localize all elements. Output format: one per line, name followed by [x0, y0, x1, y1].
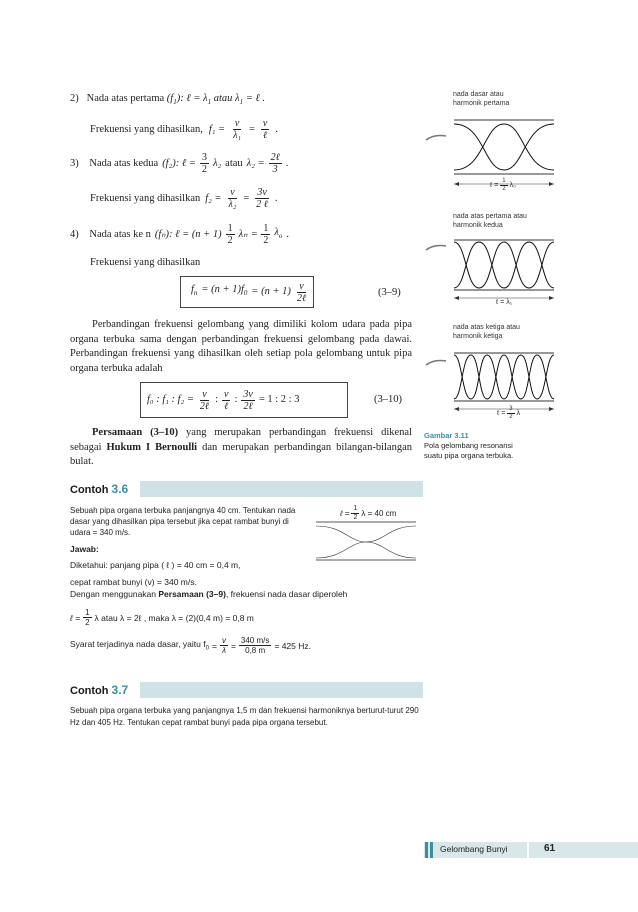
contoh-3-7-question: Sebuah pipa organa terbuka yang panjangnya 1,5 m dan frekuensi harmoniknya berturut-turut 290 Hz dan 405 Hz. Tentukan cepat rambat bunyi pada pipa organa tersebut.: [70, 706, 419, 727]
figure-panel-3-label: ℓ = $\frac{3}{2}$ λ: [497, 406, 521, 420]
arrow-left-icon: [454, 182, 459, 186]
figure-panel-2: [424, 230, 564, 305]
fraction: $\frac{3v}{\text{2 ℓ}}$: [256, 187, 268, 210]
fraction: $\frac{3}{2}$: [201, 152, 207, 175]
contoh-3-6-cepat: cepat rambat bunyi (v) = 340 m/s.: [70, 577, 197, 587]
footer-accent-1: [425, 842, 428, 858]
footer-accent-2: [430, 842, 433, 858]
contoh-3-6-figure-label: ℓ = $\frac{1}{2}$ λ = 40 cm: [340, 505, 397, 521]
pipe-end-left: [426, 136, 446, 141]
contoh-3-6-heading: Contoh 3.6: [70, 482, 129, 496]
pipe-end-left: [426, 361, 446, 366]
page-number: 61: [544, 843, 556, 854]
equation-3-9: $f_n$ = $(n + 1)f_0$ = (n + 1) $\frac{v}{\text{2ℓ}}$: [180, 276, 314, 308]
item-3-line1: 3) Nada atas kedua (f₂): ℓ = $\frac{3}{2}$ λ₂ atau λ₂ = $\frac{\text{2ℓ}}{3}$ .: [70, 152, 289, 175]
contoh-3-6-jawab: Jawab:: [70, 544, 99, 554]
footer-chapter: Gelombang Bunyi: [440, 844, 508, 854]
item-4-line1: 4) Nada atas ke n (fₙ): ℓ = (n + 1) $\frac{1}{2}$ λₙ = $\frac{1}{2}$ $\lambda_o$ .: [70, 223, 289, 246]
fraction: $\frac{v}{\text{λ₁}}$: [233, 118, 241, 141]
fraction: $\frac{\text{2ℓ}}{3}$: [270, 152, 280, 175]
wave-b: [454, 355, 554, 399]
contoh-3-7-heading: Contoh 3.7: [70, 683, 129, 697]
fraction: $\frac{v}{\text{λ₂}}$: [228, 187, 237, 210]
equation-label-3-10: (3–10): [374, 394, 402, 405]
fraction: $\frac{v}{\text{ℓ}}$: [262, 118, 268, 141]
arrow-right-icon: [549, 407, 554, 411]
figure-panel-1-title: nada dasar atau harmonik pertama: [453, 91, 510, 107]
contoh-3-6-diketahui: Diketahui: panjang pipa ( ℓ ) = 40 cm = 0,4 m,: [70, 560, 241, 570]
item-4-freq: Frekuensi yang dihasilkan: [90, 257, 201, 268]
item-text: Nada atas pertama: [86, 93, 165, 104]
figure-panel-2-label: ℓ = λ₁: [496, 299, 513, 306]
wave-lower: [316, 526, 416, 558]
wave-a: [454, 124, 554, 170]
wave-a: [454, 242, 554, 288]
equation-3-10: f₀ : f₁ : f₂ = $\frac{v}{\text{2ℓ}}$ : $\frac{v}{\text{ℓ}}$ : $\frac{3v}{\text{2ℓ}}$ = 1 : 2 : 3: [140, 382, 348, 418]
item-3-freq: Frekuensi yang dihasilkan f₂ = $\frac{v}{\text{λ₂}}$ = $\frac{3v}{\text{2 ℓ}}$ .: [90, 187, 278, 210]
paragraph-bernoulli: Persamaan (3–10) yang merupakan perbandingan frekuensi dikenal sebagai Hukum I Bernoulli dan merupakan perbandingan bilangan-bilangan bulat.: [70, 427, 412, 467]
figure-panel-3: [424, 345, 564, 420]
contoh-3-6-lambda: ℓ = $\frac{1}{2}$ λ atau λ = 2ℓ , maka λ = (2)(0,4 m) = 0,8 m: [70, 608, 254, 627]
item-number: 2): [70, 93, 79, 104]
figure-panel-2-title: nada atas pertama atau harmonik kedua: [453, 213, 527, 229]
figure-panel-3-title: nada atas ketiga atau harmonik ketiga: [453, 324, 520, 340]
arrow-right-icon: [549, 296, 554, 300]
arrow-left-icon: [454, 407, 459, 411]
fraction: $\frac{1}{2}$: [227, 223, 233, 246]
paragraph-perbandingan: Perbandingan frekuensi gelombang yang dimiliki kolom udara pada pipa organa terbuka sama dengan perbandingan frekuensi gelombang pada dawai. Perbandingan frekuensi yang dihasilkan oleh setiap pola gelombang untuk pipa organa terbuka adalah: [70, 319, 412, 374]
wave-b: [454, 242, 554, 288]
figure-panel-1-label: ℓ = $\frac{1}{2}$ λ₀: [490, 178, 517, 192]
arrow-right-icon: [549, 182, 554, 186]
wave-b: [454, 124, 554, 170]
equation-label-3-9: (3–9): [378, 287, 401, 298]
contoh-3-6-dengan: Dengan menggunakan Persamaan (3–9), frekuensi nada dasar diperoleh: [70, 589, 348, 599]
contoh-3-6-question: Sebuah pipa organa terbuka panjangnya 40 cm. Tentukan nada dasar yang dihasilkan pipa tersebut jika cepat rambat bunyi di udara = 340 m/s.: [70, 506, 296, 537]
item-2-freq: Frekuensi yang dihasilkan, f₁ = $\frac{v}{\text{λ₁}}$ = $\frac{v}{\text{ℓ}}$ .: [90, 118, 278, 141]
contoh-3-6-syarat: Syarat terjadinya nada dasar, yaitu $f_0$ = $\frac{v}{\lambda}$ = $\frac{340 m/s}{0,8 m}$ = 425 Hz.: [70, 636, 311, 655]
item-2-line1: 2) Nada atas pertama $(f_1)$: ℓ = $\lambda_1$ atau $\lambda_1$ = ℓ .: [70, 93, 266, 107]
arrow-left-icon: [454, 296, 459, 300]
fraction: $\frac{1}{2}$: [263, 223, 269, 246]
figure-caption: Gambar 3.11 Pola gelombang resonansi suatu pipa organa terbuka.: [424, 431, 514, 460]
pipe-end-left: [426, 246, 446, 251]
wave-a: [454, 355, 554, 399]
